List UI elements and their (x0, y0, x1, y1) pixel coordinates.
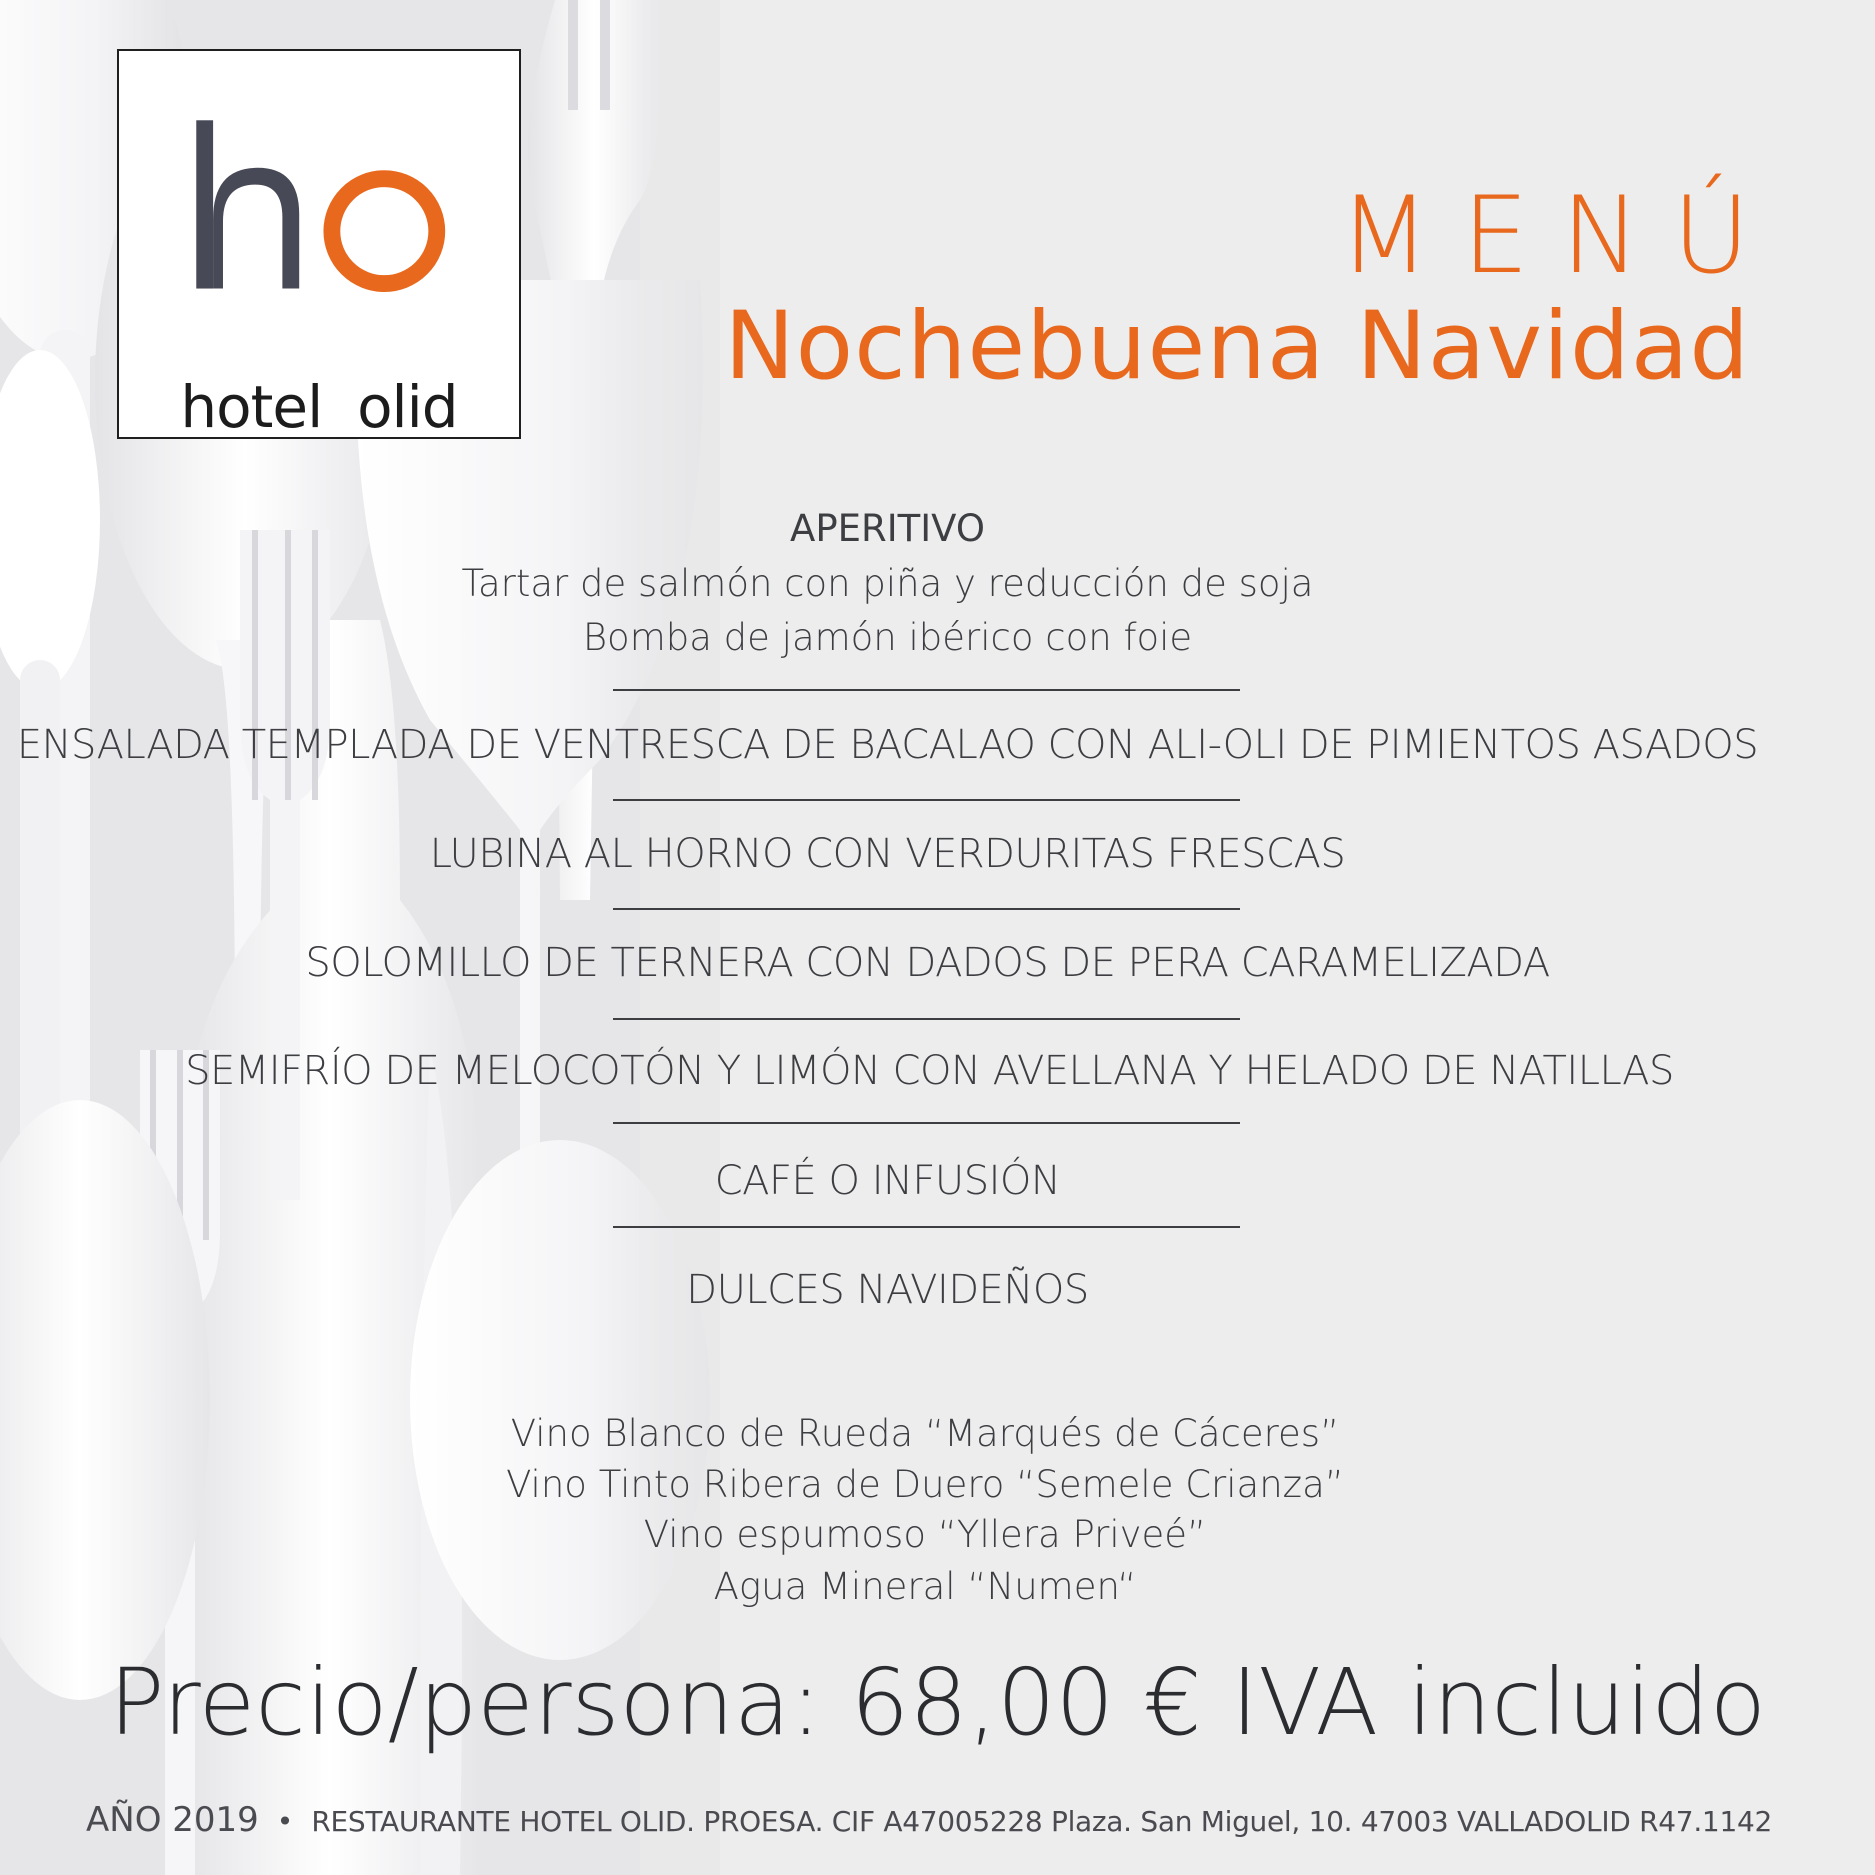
course-item: SEMIFRÍO DE MELOCOTÓN Y LIMÓN CON AVELLANA Y HELADO DE NATILLAS (185, 1048, 1674, 1094)
aperitivo-heading: APERITIVO (790, 507, 985, 550)
footer (86, 1800, 1772, 1840)
course-item: ENSALADA TEMPLADA DE VENTRESCA DE BACALAO CON ALI-OLI DE PIMIENTOS ASADOS (16, 722, 1759, 768)
section-divider (613, 799, 1240, 801)
menu-subtitle: Nochebuena Navidad (724, 292, 1750, 401)
drink-item: Vino Blanco de Rueda “Marqués de Cáceres” (510, 1412, 1340, 1455)
drink-item: Agua Mineral “Numen“ (713, 1565, 1137, 1608)
section-divider (613, 1226, 1240, 1228)
logo-hotel-name: hotel olid (180, 373, 458, 441)
section-divider (613, 1018, 1240, 1020)
course-item: CAFÉ O INFUSIÓN (714, 1158, 1061, 1204)
section-divider (613, 1122, 1240, 1124)
course-item: DULCES NAVIDEÑOS (686, 1267, 1089, 1313)
footer-bullet: • (276, 1805, 294, 1838)
section-divider (613, 689, 1240, 691)
aperitivo-item: Bomba de jamón ibérico con foie (582, 616, 1193, 659)
aperitivo-item: Tartar de salmón con piña y reducción de soja (461, 562, 1314, 605)
drink-item: Vino espumoso “Yllera Priveé” (643, 1513, 1207, 1556)
footer-year: AÑO 2019 (86, 1800, 259, 1840)
section-divider (613, 908, 1240, 910)
price-per-person: Precio/persona: 68,00 € IVA incluido (109, 1649, 1766, 1756)
course-item: SOLOMILLO DE TERNERA CON DADOS DE PERA CARAMELIZADA (305, 940, 1550, 986)
footer-company-info: RESTAURANTE HOTEL OLID. PROESA. CIF A47005228 Plaza. San Miguel, 10. 47003 VALLADOLID R47.1142 (311, 1805, 1772, 1838)
course-item: LUBINA AL HORNO CON VERDURITAS FRESCAS (429, 831, 1346, 877)
hotel-olid-logo (117, 49, 521, 439)
menu-title: MENÚ (1338, 174, 1782, 297)
drink-item: Vino Tinto Ribera de Duero “Semele Crianza” (506, 1463, 1344, 1506)
